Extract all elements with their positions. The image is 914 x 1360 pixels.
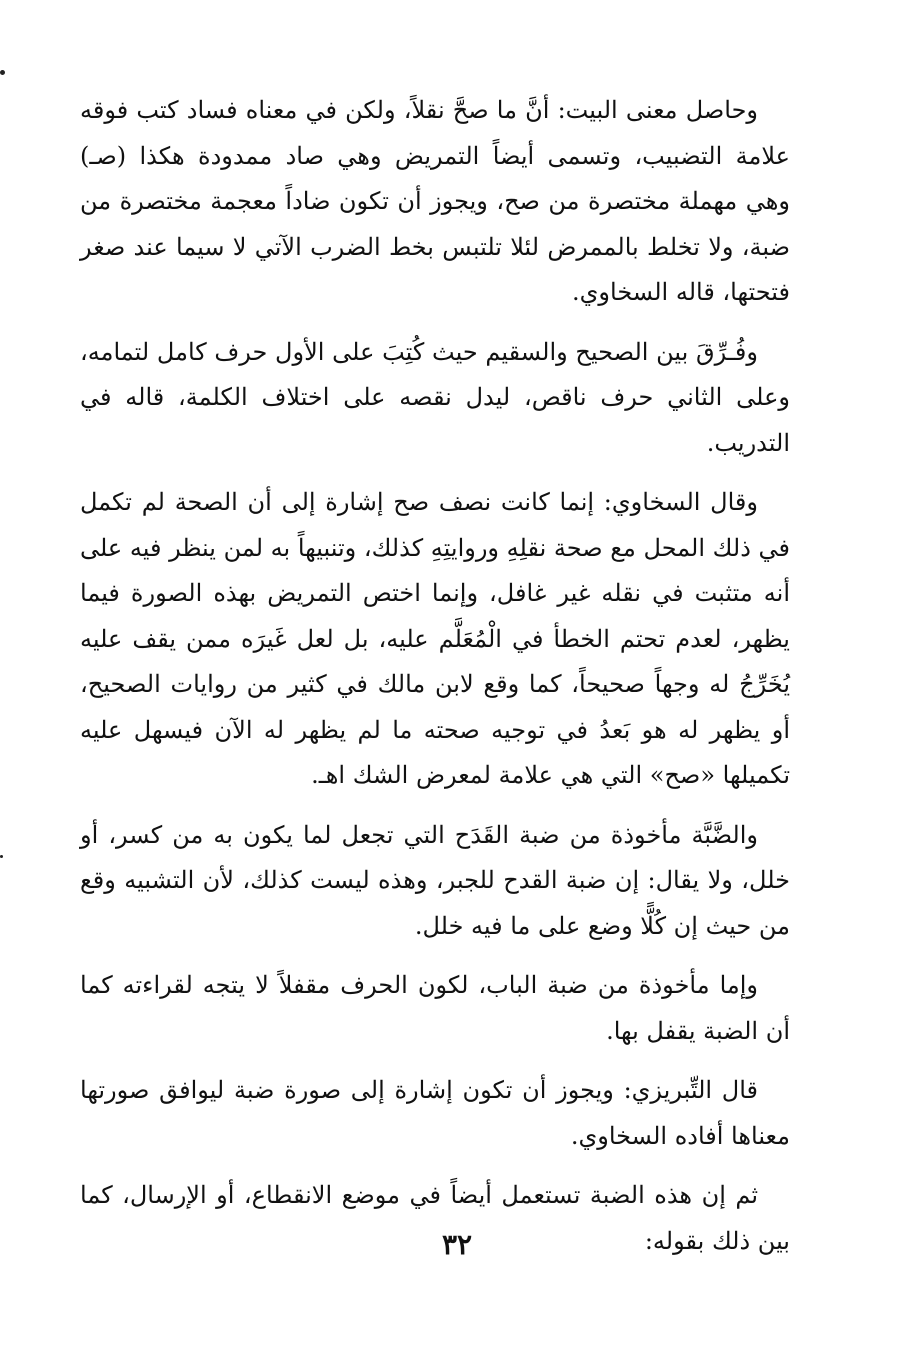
page-number: ٣٢ [441,1228,473,1261]
paragraph-1: وحاصل معنى البيت: أنَّ ما صحَّ نقلاً، ولكن في معناه فساد كتب فوقه علامة التضبيب، وتسمى أيضاً التمريض وهي صاد ممدودة هكذا (صـ) وهي مهملة مختصرة من صح، ويجوز أن تكون ضاداً معجمة مختصرة من ضبة، ولا تخلط بالممرض لئلا تلتبس بخط الضرب الآتي لا سيما عند صغر فتحتها، قاله السخاوي. [80,96,790,306]
paragraph-3: وقال السخاوي: إنما كانت نصف صح إشارة إلى أن الصحة لم تكمل في ذلك المحل مع صحة نقلِهِ وروايتِهِ كذلك، وتنبيهاً به لمن ينظر فيه على أنه متثبت في نقله غير غافل، وإنما اختص التمريض بهذه الصورة فيما يظهر، لعدم تحتم الخطأ في الْمُعَلَّم عليه، بل لعل غَيرَه ممن يقف عليه يُخَرِّجُ له وجهاً صحيحاً، كما وقع لابن مالك في كثير من روايات الصحيح، أو يظهر له هو بَعدُ في توجيه صحته ما لم يظهر له الآن فيسهل عليه تكميلها «صح» التي هي علامة لمعرض الشك اهـ. [79,488,790,789]
paragraph-4: والضَّبَّة مأخوذة من ضبة القَدَح التي تجعل لما يكون به من كسر، أو خلل، ولا يقال: إن ضبة القدح للجبر، وهذه ليست كذلك، لأن التشبيه وقع من حيث إن كُلًّا وضع على ما فيه خلل. [80,820,790,940]
scan-edge-mark-middle [0,855,3,858]
paragraph-2: وفُـرِّقَ بين الصحيح والسقيم حيث كُتِبَ على الأول حرف كامل لتمامه، وعلى الثاني حرف ناقص، ليدل نقصه على اختلاف الكلمة، قاله في التدريب. [80,337,790,457]
body-text [80,88,790,1278]
paragraph-5: وإما مأخوذة من ضبة الباب، لكون الحرف مقفلاً لا يتجه لقراءته كما أن الضبة يقفل بها. [80,971,790,1045]
scan-edge-mark-top [0,70,5,75]
paragraph-7: ثم إن هذه الضبة تستعمل أيضاً في موضع الانقطاع، أو الإرسال، كما بين ذلك بقوله: [80,1181,790,1255]
paragraph-6: قال التِّبريزي: ويجوز أن تكون إشارة إلى صورة ضبة ليوافق صورتها معناها أفاده السخاوي. [80,1076,790,1150]
